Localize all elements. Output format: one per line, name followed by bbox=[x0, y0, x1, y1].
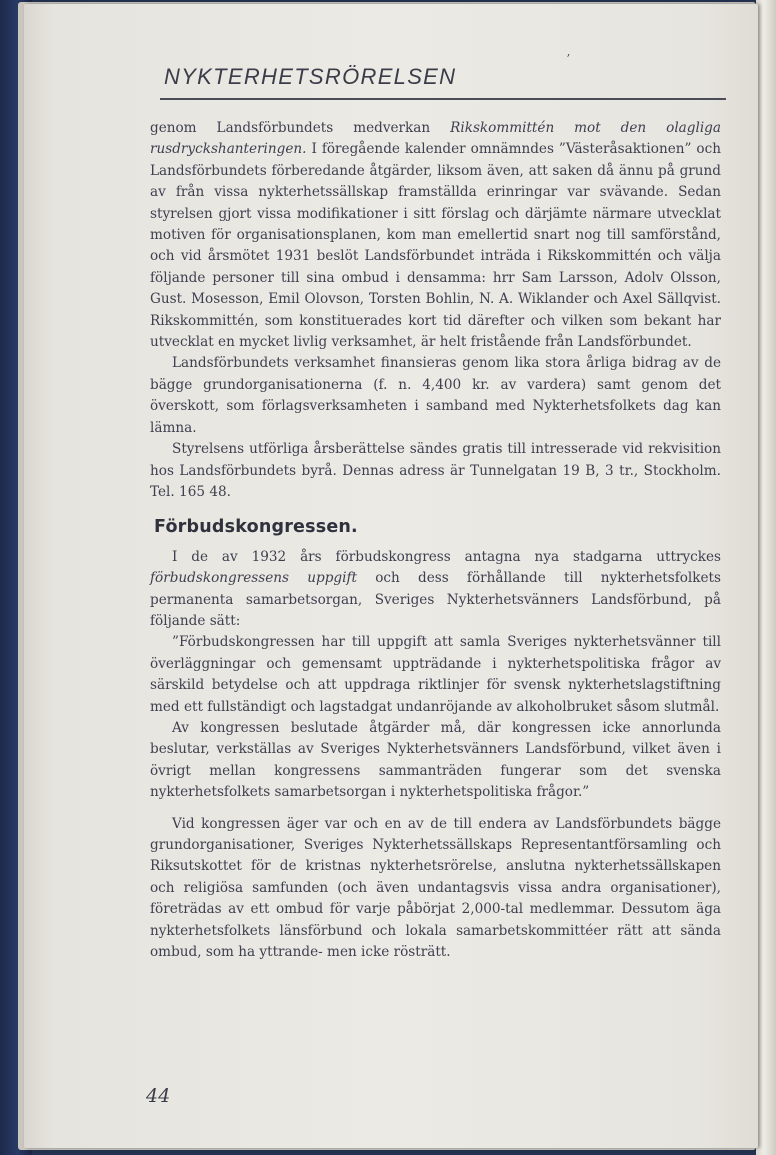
adjacent-page-edge bbox=[756, 0, 776, 1155]
running-head-title: NYKTERHETSRÖRELSEN bbox=[164, 64, 457, 89]
page-number: 44 bbox=[146, 1085, 171, 1107]
header-rule bbox=[160, 98, 726, 100]
quote-paragraph-1: ”Förbudskongressen har till uppgift att samla Sveriges nykterhetsvänner till överläggningar och gemensamt uppträdande i nykterhetspolitiska frågor av särskild betydelse och att uppdraga riktlinjer för svensk nykterhetslagstiftning med ett fullständigt och lagstadgat undanröjande av alkoholbruket såsom slutmål. bbox=[150, 634, 721, 715]
pencil-mark: ʼ bbox=[566, 52, 570, 66]
congress-task-emphasis: förbudskongressens uppgift bbox=[150, 570, 357, 587]
body-text bbox=[150, 118, 721, 963]
paragraph-rikskommitten: genom Landsförbundets medverkan Rikskommittén mot den olagliga rusdryckshanteringen. I föregående kalender omnämndes ”Västeråsaktionen” och Landsförbundets förberedande åtgärder, liksom även, att saken då ännu på grund av från vissa nykterhetssällskap framställda erinringar var svävande. Sedan styrelsen gjort vissa modifikationer i sitt förslag och därjämte närmare utvecklat motiven för organisationsplanen, kom man emellertid snart nog till samförstånd, och vid årsmötet 1931 beslöt Landsförbundet inträda i Rikskommittén och välja följande personer till sina ombud i densamma: hrr Sam Larsson, Adolv Olsson, Gust. Mosesson, Emil Olovson, Torsten Bohlin, N. A. Wiklander och Axel Sällqvist. Rikskommittén, som konstituerades kort tid därefter och vilken som bekant har utvecklat en mycket livlig verksamhet, är helt fristående från Landsförbundet. bbox=[150, 120, 721, 351]
section-title-forbudskongressen: Förbudskongressen. bbox=[154, 517, 358, 538]
quote-paragraph-2: Av kongressen beslutade åtgärder må, där kongressen icke annorlunda beslutar, verkställas av Sveriges Nykterhetsvänners Landsförbund, vilket även i övrigt mellan kongressens sammanträden fungerar som det svenska nykterhetsfolkets samarbetsorgan i nykterhetspolitiska frågor.” bbox=[150, 719, 721, 801]
paragraph-congress-statutes: I de av 1932 års förbudskongress antagna nya stadgarna uttryckes förbudskongressens uppgift och dess förhållande till nykterhetsfolkets permanenta samarbetsorgan, Sveriges Nykterhetsvänners Landsförbund, på följande sätt: bbox=[150, 548, 721, 629]
rikskommitten-name: Rikskommittén mot den olagliga rusdryckshanteringen. bbox=[150, 120, 721, 158]
paragraph-financing: Landsförbundets verksamhet finansieras genom lika stora årliga bidrag av de bägge grundorganisationerna (f. n. 4,400 kr. av vardera) samt genom det överskott, som förlagsverksamheten i samband med Nykterhetsfolkets dag kan lämna. bbox=[150, 355, 721, 436]
paragraph-representation: Vid kongressen äger var och en av de till endera av Landsförbundets bägge grundorganisationer, Sveriges Nykterhetssällskaps Representantförsamling och Riksutskottet för de kristnas nykterhetsrörelse, anslutna nykterhetssällskapen och religiösa samfunden (och även undantagsvis vissa andra organisationer), företrädas av ett ombud för varje påbörjat 2,000-tal medlemmar. Dessutom äga nykterhetsfolkets länsförbund och lokala samarbetskommittéer rätt att sända ombud, som ha yttrande- men icke rösträtt. bbox=[150, 815, 721, 961]
paragraph-annual-report: Styrelsens utförliga årsberättelse sändes gratis till intresserade vid rekvisition hos Landsförbundets byrå. Dennas adress är Tunnelgatan 19 B, 3 tr., Stockholm. Tel. 165 48. bbox=[150, 441, 721, 500]
